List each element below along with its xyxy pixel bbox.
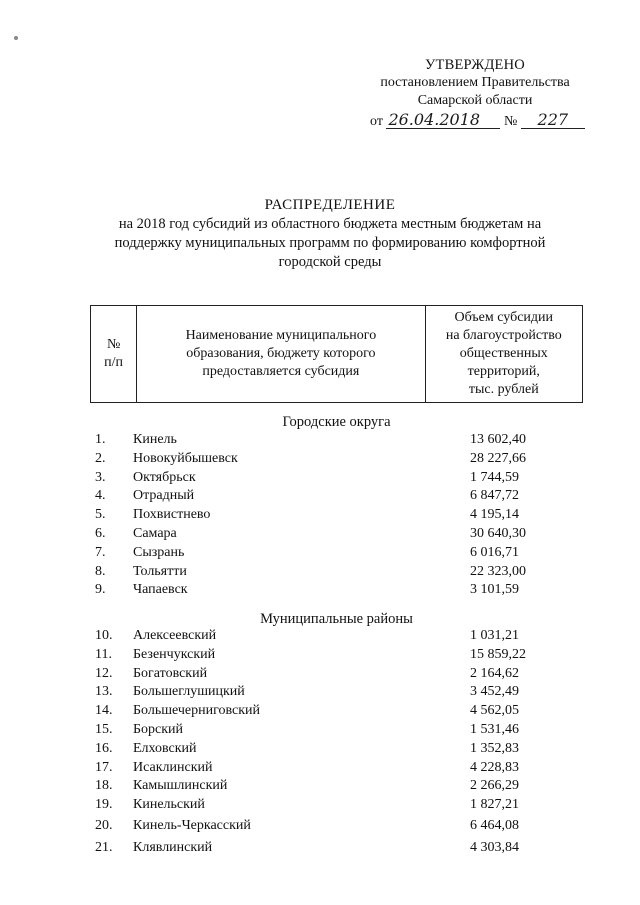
header-name-line-1: Наименование муниципального (185, 328, 377, 343)
heading-line-2: поддержку муниципальных программ по формированию комфортной (114, 235, 546, 251)
row-municipality: Кинель (133, 432, 177, 447)
row-subsidy-value: 1 744,59 (470, 469, 519, 485)
row-number: 7. (95, 544, 106, 560)
approval-title: УТВЕРЖДЕНО (425, 57, 525, 73)
row-number: 11. (95, 646, 112, 662)
row-number: 21. (95, 839, 113, 855)
row-number: 1. (95, 432, 106, 447)
heading-line-1: на 2018 год субсидий из областного бюджета местным бюджетам на (118, 216, 542, 232)
row-municipality: Тольятти (133, 563, 187, 579)
row-subsidy-value: 13 602,40 (470, 432, 526, 447)
row-municipality: Самара (133, 525, 177, 541)
row-municipality: Большечерниговский (133, 703, 261, 719)
header-volume-line-4: территорий, (467, 364, 540, 379)
row-number: 20. (95, 817, 113, 833)
table-row (95, 581, 565, 600)
rows-municipal-districts (95, 627, 565, 860)
row-number: 3. (95, 469, 106, 485)
table-row (95, 836, 565, 860)
table-row (95, 702, 565, 721)
row-number: 6. (95, 525, 106, 541)
row-municipality: Алексеевский (133, 628, 217, 643)
row-municipality: Безенчукский (133, 646, 216, 662)
table-row (95, 450, 565, 469)
row-subsidy-value: 2 266,29 (470, 778, 519, 794)
table-row (95, 469, 565, 488)
table-row (95, 740, 565, 759)
table-row (95, 796, 565, 815)
table-row (95, 759, 565, 778)
row-subsidy-value: 1 352,83 (470, 740, 519, 756)
row-subsidy-value: 30 640,30 (470, 525, 526, 541)
section-title-municipal-districts: Муниципальные районы (260, 611, 413, 627)
row-municipality: Елховский (133, 740, 197, 756)
row-municipality: Большеглушицкий (133, 684, 245, 700)
header-volume-cell (425, 306, 582, 403)
date-prefix: от (370, 114, 383, 129)
section-title-city-districts: Городские округа (282, 414, 391, 430)
row-number: 4. (95, 488, 106, 504)
row-number: 18. (95, 778, 113, 794)
row-number: 19. (95, 797, 113, 813)
scan-mark-dot (14, 36, 18, 40)
table-row (95, 665, 565, 684)
header-number-line-2: п/п (104, 355, 124, 370)
row-subsidy-value: 6 016,71 (470, 544, 519, 560)
header-number-line-1: № (106, 337, 121, 352)
row-subsidy-value: 4 195,14 (470, 507, 519, 523)
table-row (95, 506, 565, 525)
row-number: 12. (95, 665, 113, 681)
row-municipality: Кинельский (133, 797, 205, 813)
row-municipality: Чапаевск (133, 582, 188, 598)
header-name-line-3: предоставляется субсидия (202, 364, 360, 379)
row-number: 15. (95, 721, 113, 737)
row-number: 9. (95, 582, 106, 598)
row-municipality: Исаклинский (133, 759, 213, 775)
approval-line-2: Самарской области (417, 93, 533, 108)
header-volume-line-1: Объем субсидии (454, 310, 554, 325)
header-number-cell (91, 306, 137, 403)
table-header-row (91, 306, 583, 403)
row-number: 13. (95, 684, 113, 700)
approval-block (360, 56, 590, 131)
row-subsidy-value: 15 859,22 (470, 646, 526, 662)
handwritten-date: 26.04.2018 (386, 112, 500, 129)
row-municipality: Октябрьск (133, 469, 196, 485)
row-municipality: Клявлинский (133, 839, 213, 855)
heading-title: РАСПРЕДЕЛЕНИЕ (264, 197, 396, 213)
row-municipality: Богатовский (133, 665, 208, 681)
table-row (95, 815, 565, 836)
row-subsidy-value: 1 031,21 (470, 628, 519, 643)
row-number: 10. (95, 628, 113, 643)
table-row (95, 431, 565, 450)
document-heading (80, 196, 580, 272)
row-number: 14. (95, 703, 113, 719)
row-number: 16. (95, 740, 113, 756)
row-number: 8. (95, 563, 106, 579)
number-prefix: № (503, 114, 518, 129)
row-subsidy-value: 6 464,08 (470, 817, 519, 833)
approval-line-1: постановлением Правительства (380, 75, 570, 90)
row-municipality: Кинель-Черкасский (133, 817, 251, 833)
header-volume-line-2: на благоустройство (445, 328, 562, 343)
approval-date-line (360, 112, 590, 131)
header-name-line-2: образования, бюджету которого (186, 346, 376, 361)
row-municipality: Борский (133, 721, 184, 737)
row-subsidy-value: 3 101,59 (470, 582, 519, 598)
row-municipality: Камышлинский (133, 778, 228, 794)
row-number: 17. (95, 759, 113, 775)
heading-line-3: городской среды (278, 254, 382, 270)
row-municipality: Сызрань (133, 544, 185, 560)
table-row (95, 721, 565, 740)
row-subsidy-value: 4 562,05 (470, 703, 519, 719)
table-row (95, 683, 565, 702)
row-municipality: Новокуйбышевск (133, 450, 238, 466)
row-subsidy-value: 1 531,46 (470, 721, 519, 737)
row-subsidy-value: 22 323,00 (470, 563, 526, 579)
table-row (95, 487, 565, 506)
table-row (95, 525, 565, 544)
row-municipality: Отрадный (133, 488, 195, 504)
table-row (95, 627, 565, 646)
row-subsidy-value: 4 303,84 (470, 839, 519, 855)
row-subsidy-value: 4 228,83 (470, 759, 519, 775)
header-name-cell (137, 306, 425, 403)
row-number: 5. (95, 507, 106, 523)
handwritten-number: 227 (521, 112, 585, 129)
rows-city-districts (95, 431, 565, 600)
header-volume-line-3: общественных (459, 346, 548, 361)
row-subsidy-value: 2 164,62 (470, 665, 519, 681)
row-subsidy-value: 3 452,49 (470, 684, 519, 700)
row-number: 2. (95, 450, 106, 466)
row-municipality: Похвистнево (133, 507, 211, 523)
table-row (95, 544, 565, 563)
row-subsidy-value: 6 847,72 (470, 488, 519, 504)
header-volume-line-5: тыс. рублей (468, 382, 539, 397)
table-row (95, 646, 565, 665)
table-header (90, 305, 583, 403)
row-subsidy-value: 28 227,66 (470, 450, 526, 466)
row-subsidy-value: 1 827,21 (470, 797, 519, 813)
table-row (95, 777, 565, 796)
table-row (95, 563, 565, 582)
